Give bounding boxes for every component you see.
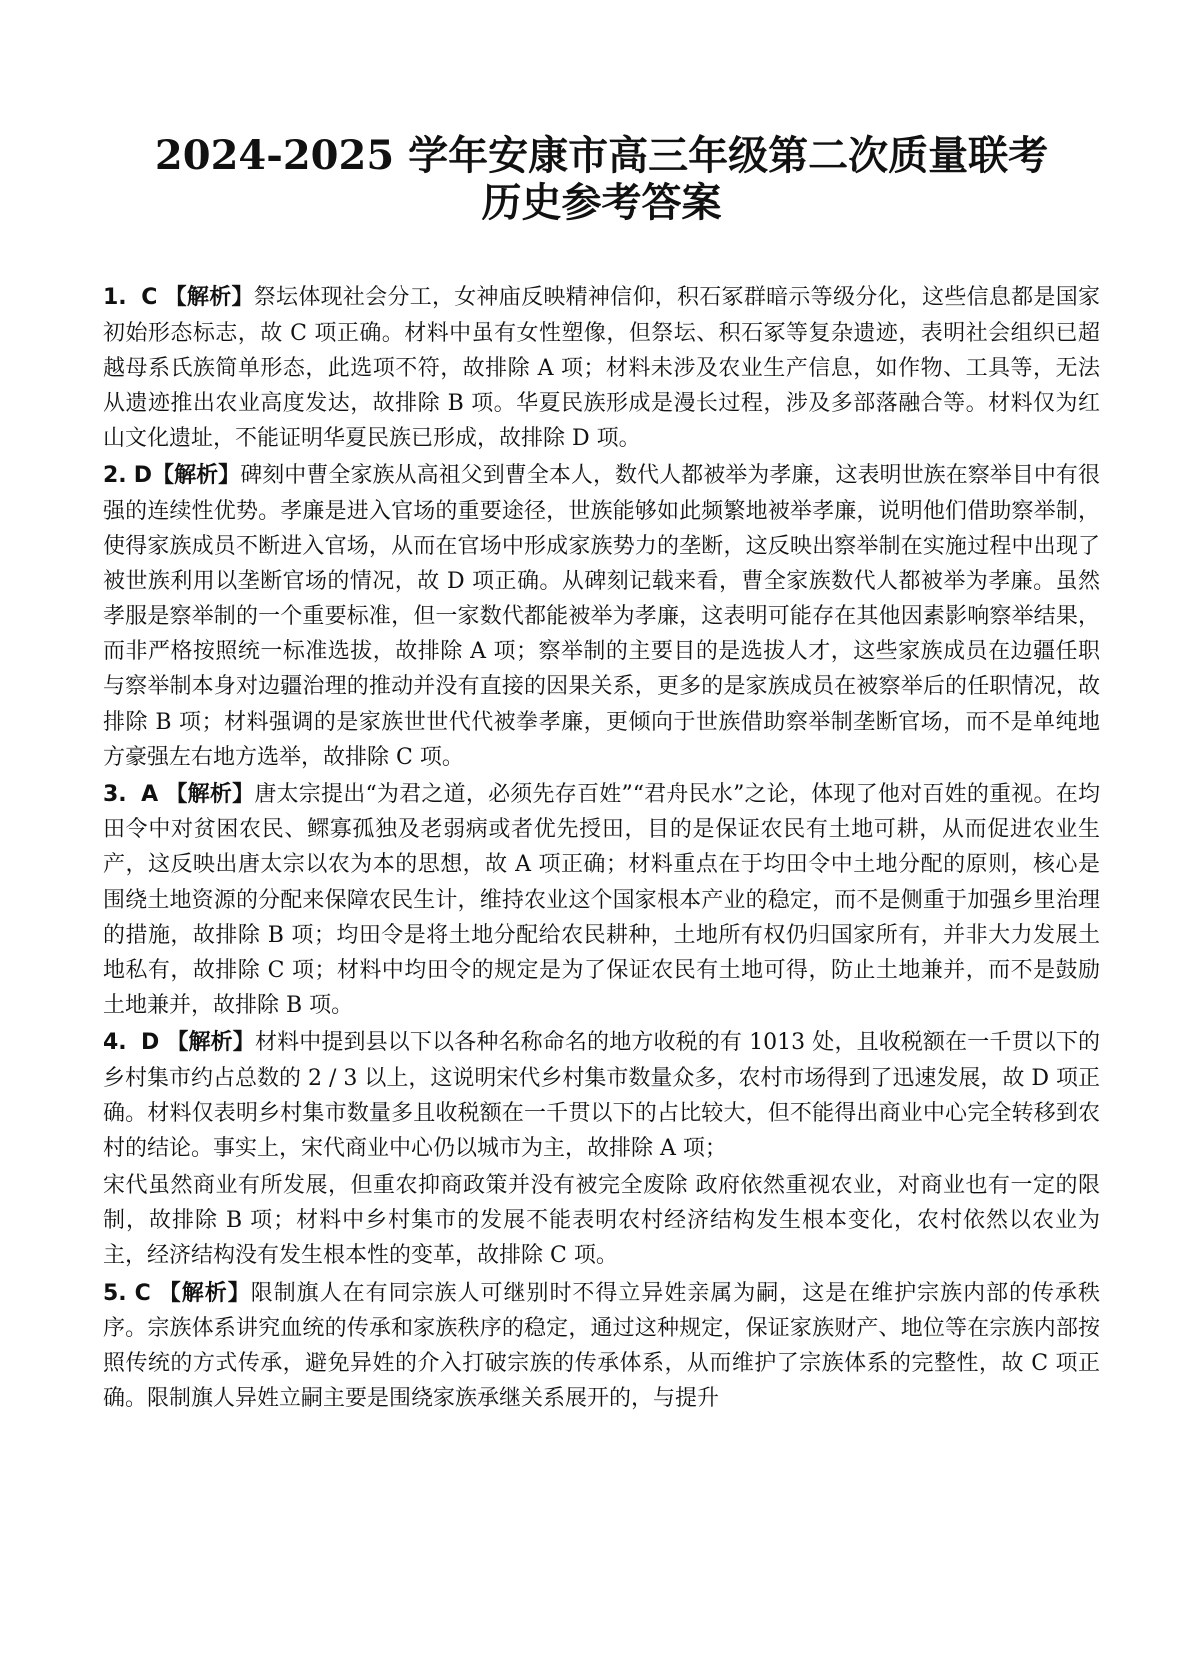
answer-item-1	[103, 280, 1100, 456]
analysis-tag: 【解析】	[166, 1029, 255, 1056]
answer-number: 4.	[103, 1030, 127, 1056]
answer-text: 碑刻中曹全家族从高祖父到曹全本人，数代人都被举为孝廉，这表明世族在察举目中有很强的连续性优势。孝廉是进入官场的重要途径，世族能够如此频繁地被举孝廉，说明他们借助察举制，使得家族成员不断进入官场，从而在官场中形成家族势力的垄断，这反映出察举制在实施过程中出现了被世族利用以垄断官场的情况，故 D 项正确。从碑刻记载来看，曹全家族数代人都被举为孝廉。虽然孝服是察举制的一个重要标准，但一家数代都能被举为孝廉，这表明可能存在其他因素影响察举结果，而非严格按照统一标准选拔，故排除 A 项；察举制的主要目的是选拔人才，这些家族成员在边疆任职与察举制本身对边疆治理的推动并没有直接的因果关系，更多的是家族成员在被察举后的任职情况，故排除 B 项；材料强调的是家族世世代代被拳孝廉，更倾向于世族借助察举制垄断官场，而不是单纯地方豪强左右地方选举，故排除 C 项。	[103, 463, 1100, 770]
title-line-1: 2024-2025 学年安康市高三年级第二次质量联考	[154, 132, 1049, 179]
answer-option: C	[134, 1280, 151, 1306]
title-line-2: 历史参考答案	[481, 179, 722, 227]
answer-item-4-continuation	[103, 1168, 1100, 1274]
answer-option: D	[140, 1030, 160, 1056]
answer-option: A	[141, 782, 159, 807]
answer-number: 2.	[103, 463, 127, 489]
answer-list	[103, 280, 1100, 1416]
answer-number: 5.	[103, 1280, 127, 1306]
answer-option: D	[133, 463, 152, 489]
answer-text: 宋代虽然商业有所发展，但重农抑商政策并没有被完全废除 政府依然重视农业，对商业也有一定的限制，故排除 B 项；材料中乡村集市的发展不能表明农村经济结构发生根本变化，农村依然以农业为主，经济结构没有发生根本性的变革，故排除 C 项。	[103, 1173, 1100, 1269]
answer-text: 材料中提到县以下以各种名称命名的地方收税的有 1013 处，且收税额在一千贯以下的乡村集市约占总数的 2 / 3 以上，这说明宋代乡村集市数量众多，农村市场得到了迅速发展，故 D 项正确。材料仅表明乡村集市数量多且收税额在一千贯以下的占比较大，但不能得出商业中心完全转移到农村的结论。事实上，宋代商业中心仍以城市为主，故排除 A 项；	[103, 1030, 1101, 1161]
answer-text: 限制旗人在有同宗族人可继别时不得立异姓亲属为嗣，这是在维护宗族内部的传承秩序。宗族体系讲究血统的传承和家族秩序的稳定，通过这种规定，保证家族财产、地位等在宗族内部按照传统的方式传承，避免异姓的介入打破宗族的传承体系，从而维护了宗族体系的完整性，故 C 项正确。限制旗人异姓立嗣主要是围绕家族承继关系展开的，与提升	[103, 1280, 1100, 1412]
answer-item-3	[103, 777, 1100, 1023]
answer-number: 3.	[103, 782, 127, 807]
analysis-tag: 【解析】	[158, 1279, 251, 1306]
answer-item-2	[103, 458, 1100, 775]
answer-text: 唐太宗提出“为君之道，必须先存百姓”“君舟民水”之论，体现了他对百姓的重视。在均田令中对贫困农民、鳏寡孤独及老弱病或者优先授田，目的是保证农民有土地可耕，从而促进农业生产，这反映出唐太宗以农为本的思想，故 A 项正确；材料重点在于均田令中土地分配的原则，核心是围绕土地资源的分配来保障农民生计，维持农业这个国家根本产业的稳定，而不是侧重于加强乡里治理的措施，故排除 B 项；均田令是将土地分配给农民耕种，土地所有权仍归国家所有，并非大力发展土地私有，故排除 C 项；材料中均田令的规定是为了保证农民有土地可得，防止土地兼并，而不是鼓励土地兼并，故排除 B 项。	[103, 782, 1100, 1019]
answer-item-5	[103, 1276, 1100, 1417]
answer-item-4	[103, 1025, 1100, 1166]
answer-option: C	[141, 285, 158, 311]
analysis-tag: 【解析】	[164, 284, 254, 311]
answer-text: 祭坛体现社会分工，女神庙反映精神信仰，积石冢群暗示等级分化，这些信息都是国家初始形态标志，故 C 项正确。材料中虽有女性塑像，但祭坛、积石冢等复杂遗迹，表明社会组织已超越母系氏族简单形态，此选项不符，故排除 A 项；材料未涉及农业生产信息，如作物、工具等，无法从遗迹推出农业高度发达，故排除 B 项。华夏民族形成是漫长过程，涉及多部落融合等。材料仅为红山文化遗址，不能证明华夏民族已形成，故排除 D 项。	[103, 285, 1100, 452]
answer-number: 1.	[103, 285, 127, 311]
analysis-tag: 【解析】	[165, 781, 255, 807]
analysis-tag: 【解析】	[151, 462, 241, 489]
page-title	[103, 132, 1100, 226]
